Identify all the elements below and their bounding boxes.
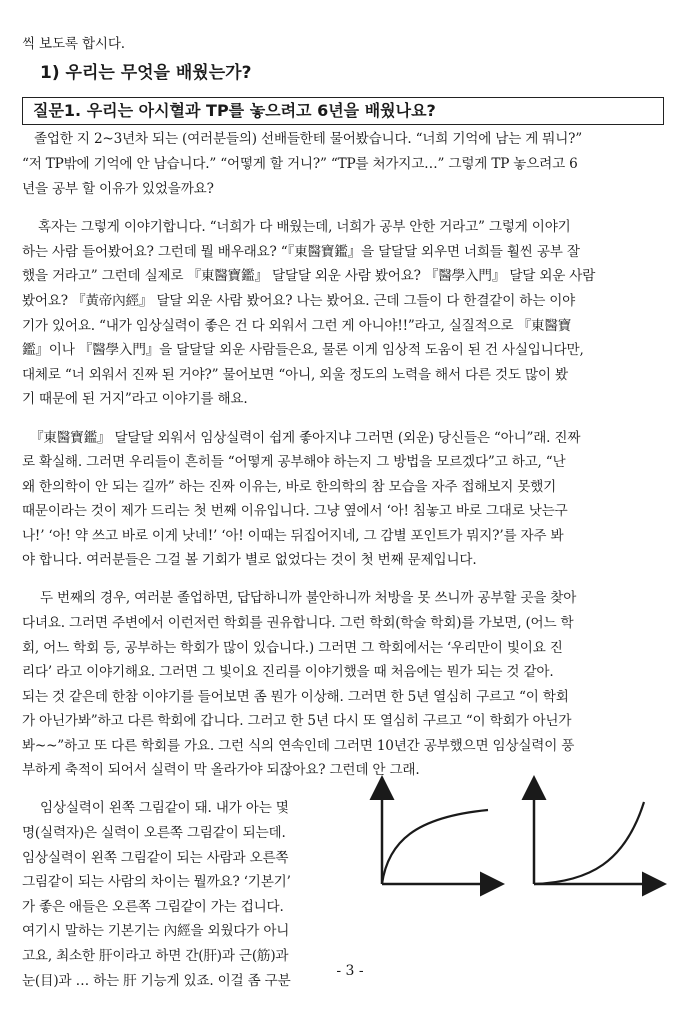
para4-line: 다녀요. 그러면 주변에서 이런저런 학회를 권유합니다. 그런 학회(학술 학회)를 가보면, (어느 학 [22, 615, 574, 631]
para3-line: 로 확실해. 그러면 우리들이 흔히들 “어떻게 공부해야 하는지 그 방법을 모르겠다”고 하고, “난 [22, 454, 566, 470]
left-growth-figure [360, 772, 510, 907]
left-curve [382, 810, 488, 884]
para3-line: 때문이라는 것이 제가 드리는 첫 번째 이유입니다. 그냥 옆에서 ‘아! 침놓고 바로 그대로 낫는구 [22, 503, 568, 519]
section-heading: 1) 우리는 무엇을 배웠는가? [40, 63, 252, 83]
para5-line: 고요, 최소한 肝이라고 하면 간(肝)과 근(筋)과 [22, 948, 289, 964]
para3-line: 왜 한의학이 안 되는 길까” 하는 진짜 이유는, 바로 한의학의 참 모습을 자주 접해보지 못했기 [22, 479, 557, 495]
para5-line: 임상실력이 왼쪽 그림같이 되는 사람과 오른쪽 [22, 850, 289, 866]
para2-line: 하는 사람 들어봤어요? 그런데 뭘 배우래요? “『東醫寶鑑』을 달달달 외우면 너희들 훨씬 공부 잘 [22, 244, 580, 260]
para4-line: 리다’ 라고 이야기해요. 그러면 그 빛이요 진리를 이야기했을 때 처음에는 뭔가 되는 것 같아. [22, 664, 554, 680]
para2-line: 기가 있어요. “내가 임상실력이 좋은 건 다 외워서 그런 게 아니야!!”라고, 실질적으로 『東醫寶 [22, 318, 572, 334]
para4-line: 회, 어느 학회 등, 공부하는 학회가 많이 있습니다.) 그러면 그 학회에서는 ‘우리만이 빛이요 진 [22, 640, 563, 656]
question-box [22, 97, 664, 125]
continued-line: 씩 보도록 합시다. [22, 36, 125, 52]
para1-line: “저 TP밖에 기억에 안 남습니다.” “어떻게 할 거니?” “TP를 처가지고…” 그렇게 TP 놓으려고 6 [22, 156, 578, 172]
para2-line: 했을 거라고” 그런데 실제로 『東醫寶鑑』 달달달 외운 사람 봤어요? 『醫學入門』 달달 외운 사람 [22, 268, 596, 284]
right-growth-figure [520, 772, 670, 907]
para2-line: 혹자는 그렇게 이야기합니다. “너희가 다 배웠는데, 너희가 공부 안한 거라고” 그렇게 이야기 [38, 219, 571, 235]
para5-line: 임상실력이 왼쪽 그림같이 돼. 내가 아는 몇 [40, 800, 289, 816]
para3-line: 나!’ ‘아! 약 쓰고 바로 이게 낫네!’ ‘아! 이때는 뒤집어지네, 그 감별 포인트가 뭐지?’를 자주 봐 [22, 528, 564, 544]
para5-line: 그림같이 되는 사람의 차이는 뭘까요? ‘기본기’ [22, 874, 291, 890]
para2-line: 기 때문에 된 거지”라고 이야기를 해요. [22, 391, 248, 407]
para2-line: 대체로 “너 외워서 진짜 된 거야?” 물어보면 “아니, 외울 정도의 노력을 해서 다른 것도 많이 봤 [22, 367, 568, 383]
para3-line: 야 합니다. 여러분들은 그걸 볼 기회가 별로 없었다는 것이 첫 번째 문제입니다. [22, 552, 477, 568]
para4-line: 부하게 축적이 되어서 실력이 막 올라가야 되잖아요? 그런데 안 그래. [22, 762, 420, 778]
para4-line: 두 번째의 경우, 여러분 졸업하면, 답답하니까 불안하니까 처방을 못 쓰니까 공부할 곳을 찾아 [40, 590, 577, 606]
para5-line: 명(실력자)은 실력이 오른쪽 그림같이 되는데. [22, 825, 286, 841]
question-text: 질문1. 우리는 아시혈과 TP를 놓으려고 6년을 배웠나요? [33, 101, 436, 120]
page-number: - 3 - [336, 963, 364, 979]
right-curve [534, 802, 644, 884]
para2-line: 봤어요? 『黃帝內經』 달달 외운 사람 봤어요? 나는 봤어요. 근데 그들이 다 한결같이 하는 이야 [22, 293, 576, 309]
para5-line: 여기시 말하는 기본기는 內經을 외웠다가 아니 [22, 923, 290, 939]
para5-line: 눈(目)과 … 하는 肝 기능게 있죠. 이걸 좀 구분 [22, 973, 291, 989]
para5-line: 가 좋은 애들은 오른쪽 그림같이 가는 겁니다. [22, 899, 284, 915]
para4-line: 되는 것 같은데 한참 이야기를 들어보면 좀 뭔가 이상해. 그러면 한 5년 열심히 구르고 “이 학회 [22, 689, 569, 705]
para1-line: 졸업한 지 2~3년차 되는 (여러분들의) 선배들한테 물어봤습니다. “너희 기억에 남는 게 뭐니?” [34, 131, 583, 147]
para3-line: 『東醫寶鑑』 달달달 외워서 임상실력이 쉽게 좋아지냐 그러면 (외운) 당신들은 “아니”래. 진짜 [30, 430, 581, 446]
para2-line: 鑑』이나 『醫學入門』을 달달달 외운 사람들은요, 물론 이게 임상적 도움이 된 건 사실입니다만, [22, 342, 584, 358]
para1-line: 년을 공부 할 이유가 있었을까요? [22, 181, 214, 197]
para4-line: 가 아닌가봐”하고 다른 학회에 갑니다. 그러고 한 5년 다시 또 열심히 구르고 “이 학회가 아닌가 [22, 713, 572, 729]
para4-line: 봐~~”하고 또 다른 학회를 가요. 그런 식의 연속인데 그러면 10년간 공부했으면 임상실력이 풍 [22, 738, 575, 754]
